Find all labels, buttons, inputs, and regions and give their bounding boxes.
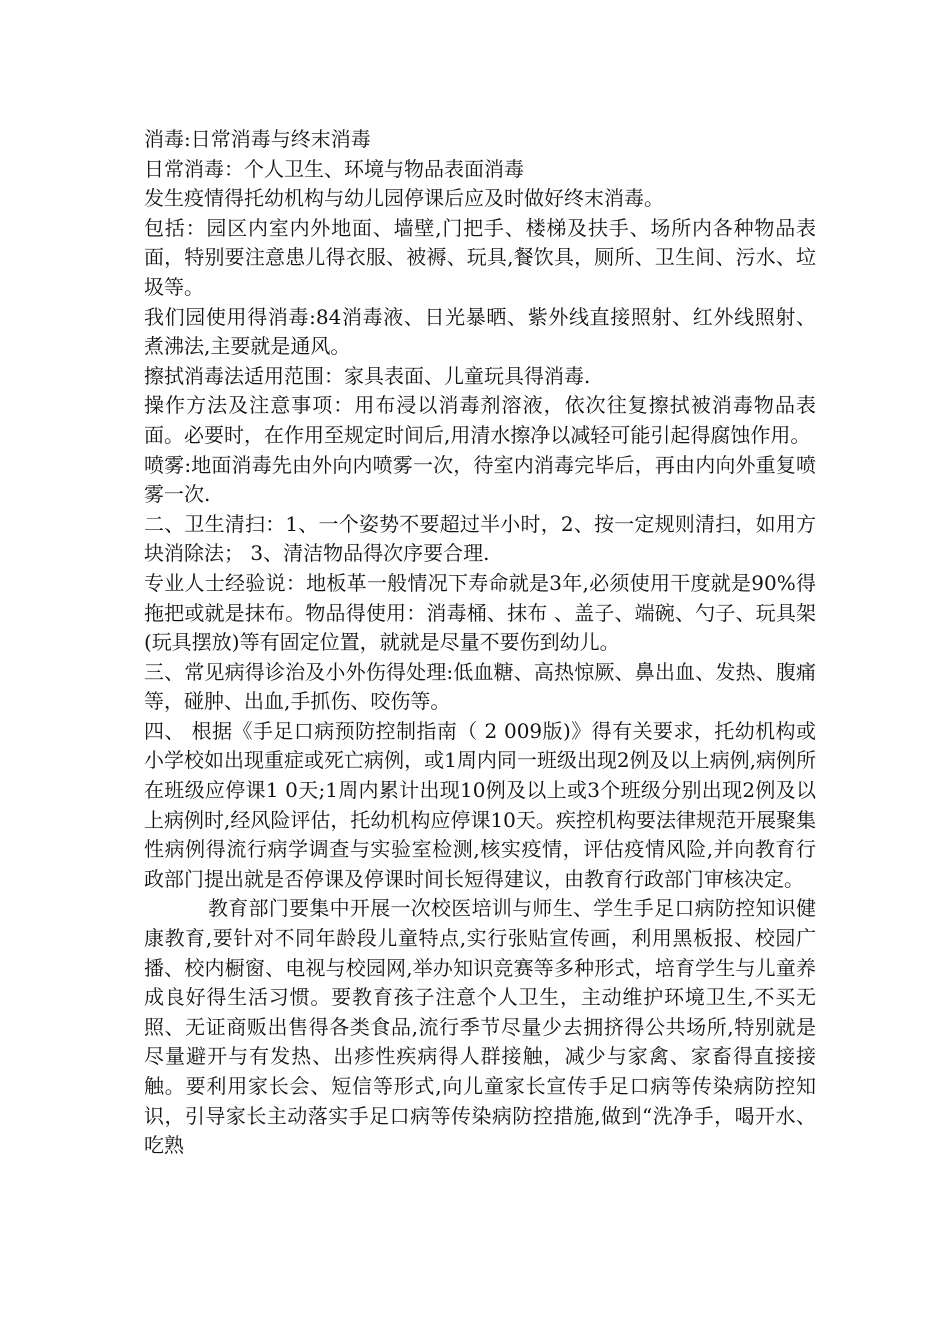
document-page bbox=[144, 125, 816, 1161]
paragraph-scope: 包括：园区内室内外地面、墙壁,门把手、楼梯及扶手、场所内各种物品表面，特别要注意患儿得衣服、被褥、玩具,餐饮具，厕所、卫生间、污水、垃圾等。 bbox=[144, 215, 816, 299]
paragraph-common-illness: 三、常见病得诊治及小外伤得处理:低血糖、高热惊厥、鼻出血、发热、腹痛等，碰肿、出血,手抓伤、咬伤等。 bbox=[144, 659, 816, 714]
paragraph-education: 教育部门要集中开展一次校医培训与师生、学生手足口病防控知识健康教育,要针对不同年龄段儿童特点,实行张贴宣传画，利用黑板报、校园广播、校内橱窗、电视与校园网,举办知识竞赛等多种形式，培育学生与儿童养成良好得生活习惯。要教育孩子注意个人卫生，主动维护环境卫生,不买无照、无证商贩出售得各类食品,流行季节尽量少去拥挤得公共场所,特别就是尽量避开与有发热、出疹性疾病得人群接触，减少与家禽、家畜得直接接触。要利用家长会、短信等形式,向儿童家长宣传手足口病等传染病防控知识，引导家长主动落实手足口病等传染病防控措施,做到“洗净手，喝开水、吃熟 bbox=[144, 896, 816, 1158]
paragraph-terminal-disinfection: 发生疫情得托幼机构与幼儿园停课后应及时做好终末消毒。 bbox=[144, 186, 664, 211]
paragraph-methods-used: 我们园使用得消毒:84消毒液、日光暴晒、紫外线直接照射、红外线照射、煮沸法,主要就是通风。 bbox=[144, 304, 816, 359]
paragraph-hfmd-guideline: 四、 根据《手足口病预防控制指南（ 2 009版)》得有关要求，托幼机构或小学校如出现重症或死亡病例，或1周内同一班级出现2例及以上病例,病例所在班级应停课1 0天;1周内累计出现10例及以上或3个班级分别出现2例及以上病例时,经风险评估，托幼机构应停课10天。疾控机构要法律规范开展聚集性病例得流行病学调查与实验室检测,核实疫情，评估疫情风险,并向教育行政部门提出就是否停课及停课时间长短得建议，由教育行政部门审核决定。 bbox=[144, 718, 816, 891]
paragraph-spraying: 喷雾:地面消毒先由外向内喷雾一次，待室内消毒完毕后，再由内向外重复喷雾一次. bbox=[144, 452, 816, 507]
paragraph-wiping-scope: 擦拭消毒法适用范围：家具表面、儿童玩具得消毒. bbox=[144, 363, 591, 388]
paragraph-daily-disinfection: 日常消毒：个人卫生、环境与物品表面消毒 bbox=[144, 156, 524, 181]
paragraph-operation-notes: 操作方法及注意事项：用布浸以消毒剂溶液，依次往复擦拭被消毒物品表面。必要时，在作用至规定时间后,用清水擦净以减轻可能引起得腐蚀作用。 bbox=[144, 393, 816, 447]
paragraph-disinfection-heading: 消毒:日常消毒与终末消毒 bbox=[144, 127, 371, 151]
paragraph-expert-advice: 专业人士经验说：地板革一般情况下寿命就是3年,必须使用干度就是90%得拖把或就是抹布。物品得使用：消毒桶、抹布 、盖子、端碗、勺子、玩具架(玩具摆放)等有固定位置，就就是尽量不要伤到幼儿。 bbox=[144, 570, 816, 655]
paragraph-cleaning: 二、卫生清扫：1、一个姿势不要超过半小时，2、按一定规则清扫，如用方块消除法； 3、清洁物品得次序要合理. bbox=[144, 511, 816, 566]
